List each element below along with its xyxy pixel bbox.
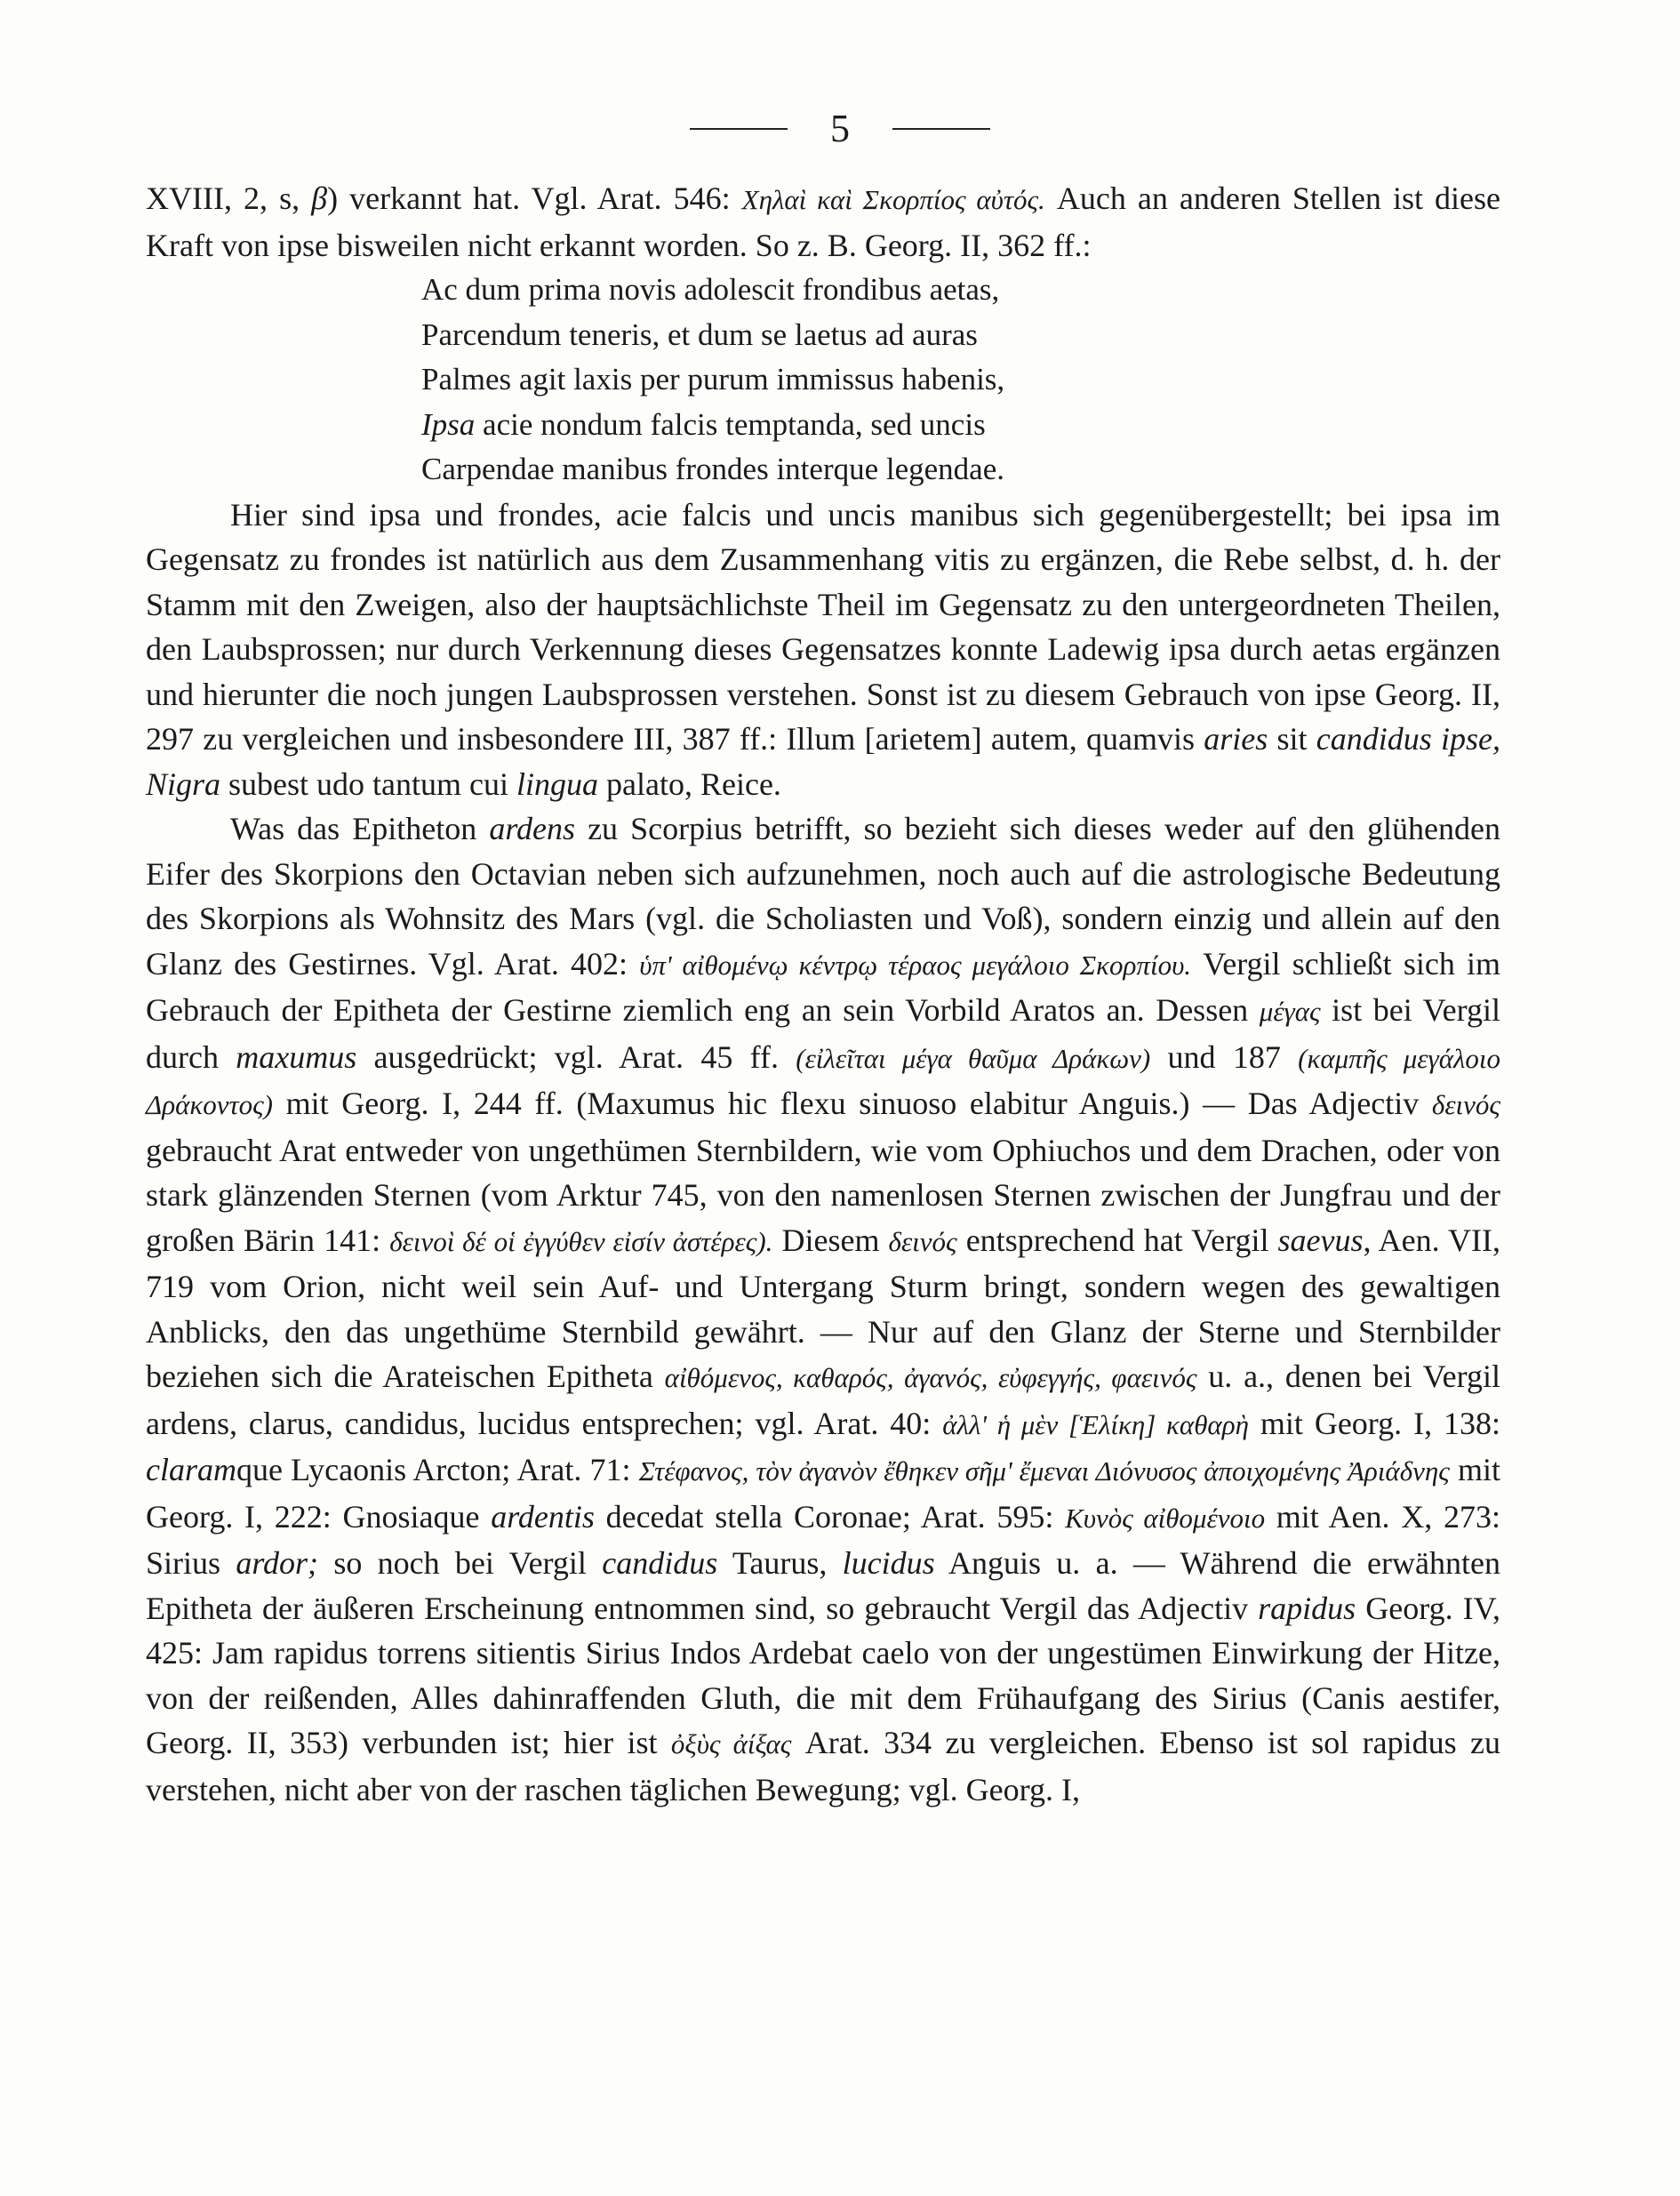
greek-quote: (καμπῆς μεγάλοιο Δράκοντος)	[146, 1042, 1501, 1120]
italic-text: lucidus	[842, 1545, 935, 1581]
greek-quote: δεινός	[888, 1225, 957, 1257]
page-header	[0, 98, 1680, 160]
greek-quote: δεινοὶ δέ οἱ ἐγγύθεν εἰσίν ἀστέρες).	[389, 1225, 773, 1257]
greek-quote: μέγας	[1259, 996, 1321, 1027]
greek-quote: ὑπ' αἰθομένῳ κέντρῳ τέραος μεγάλοιο Σκορπίου.	[639, 949, 1192, 981]
italic-text: lingua	[516, 765, 599, 802]
verse-quotation	[421, 268, 1500, 493]
italic-text: ardens	[489, 811, 575, 846]
italic-text: β	[311, 180, 328, 216]
italic-text: aries	[1204, 721, 1268, 757]
italic-text: saevus	[1277, 1222, 1364, 1258]
greek-quote: Κυνὸς αἰθομένοιο	[1065, 1502, 1266, 1534]
verse-line-1: Ac dum prima novis adolescit frondibus aetas,	[421, 272, 1000, 307]
page-number: 5	[830, 107, 850, 150]
italic-text: rapidus	[1258, 1590, 1356, 1626]
greek-quote: ἀλλ' ἡ μὲν [Ἑλίκη] καθαρὴ	[942, 1408, 1249, 1440]
verse-line-5: Carpendae manibus frondes interque legendae.	[421, 452, 1004, 486]
greek-quote: ὀξὺς ἀίξας	[670, 1728, 792, 1759]
italic-text: candidus	[602, 1545, 718, 1581]
paragraph-2: Hier sind ipsa und frondes, acie falcis und uncis manibus sich gegenübergestellt; bei ipsa im Gegensatz zu frondes ist natürlich aus dem Zusammenhang vitis zu ergänzen, die Rebe selbst, d. h. der Stamm mit den Zweigen, also der hauptsächlichste Theil im Gegensatz zu den untergeordneten Theilen, den Laubsprossen; nur durch Verkennung dieses Gegensatzes konnte Ladewig ipsa durch aetas ergänzen und hierunter die noch jungen Laubsprossen verstehen. Sonst ist zu diesem Gebrauch von ipse Georg. II, 297 zu vergleichen und insbesondere III, 387 ff.: Illum [arietem] autem, quamvis aries sit candidus ipse, Nigra subest udo tantum cui lingua palato, Reice.	[146, 496, 1501, 802]
italic-text: claram	[146, 1452, 236, 1487]
italic-text: maxumus	[236, 1038, 357, 1075]
greek-quote: αἰθόμενος, καθαρός, ἀγανός, εὐφεγγής, φαεινός	[664, 1362, 1197, 1393]
greek-quote: Στέφανος, τὸν ἀγανὸν ἔθηκεν σῆμ' ἔμεναι Διόνυσος ἀποιχομένης Ἀριάδνης	[638, 1455, 1450, 1487]
page-body	[146, 176, 1500, 1812]
greek-quote: δεινός	[1431, 1089, 1500, 1120]
header-rule-left	[690, 128, 788, 130]
verse-line-3: Palmes agit laxis per purum immissus habenis,	[421, 362, 1005, 397]
verse-line-2: Parcendum teneris, et dum se laetus ad auras	[421, 317, 978, 352]
italic-text: Ipsa	[421, 406, 476, 442]
verse-line-4: Ipsa acie nondum falcis temptanda, sed uncis	[421, 406, 986, 442]
italic-text: candidus ipse, Nigra	[146, 721, 1501, 802]
italic-text: ardor;	[236, 1545, 319, 1581]
greek-quote: (εἰλεῖται μέγα θαῦμα Δράκων)	[796, 1042, 1151, 1074]
italic-text: ardentis	[491, 1498, 595, 1535]
header-rule-right	[892, 128, 990, 130]
paragraph-1: XVIII, 2, s, β) verkannt hat. Vgl. Arat. 546: Χηλαὶ καὶ Σκορπίος αὐτός. Auch an anderen Stellen ist diese Kraft von ipse bisweilen nicht erkannt worden. So z. B. Georg. II, 362 ff.:	[146, 180, 1500, 263]
paragraph-3: Was das Epitheton ardens zu Scorpius betrifft, so bezieht sich dieses weder auf den glühenden Eifer des Skorpions den Octavian neben sich aufzunehmen, noch auch auf die astrologische Bedeutung des Skorpions als Wohnsitz des Mars (vgl. die Scholiasten und Voß), sondern einzig und allein auf den Glanz des Gestirnes. Vgl. Arat. 402: ὑπ' αἰθομένῳ κέντρῳ τέραος μεγάλοιο Σκορπίου. Vergil schließt sich im Gebrauch der Epitheta der Gestirne ziemlich eng an sein Vorbild Aratos an. Dessen μέγας ist bei Vergil durch maxumus ausgedrückt; vgl. Arat. 45 ff. (εἰλεῖται μέγα θαῦμα Δράκων) und 187 (καμπῆς μεγάλοιο Δράκοντος) mit Georg. I, 244 ff. (Maxumus hic flexu sinuoso elabitur Anguis.) — Das Adjectiv δεινός gebraucht Arat entweder von ungethümen Sternbildern, wie vom Ophiuchos und dem Drachen, oder von stark glänzenden Sternen (vom Arktur 745, von den namenlosen Sternen zwischen der Jungfrau und der großen Bärin 141: δεινοὶ δέ οἱ ἐγγύθεν εἰσίν ἀστέρες). Diesem δεινός entsprechend hat Vergil saevus, Aen. VII, 719 vom Orion, nicht weil sein Auf- und Untergang Sturm bringt, sondern wegen des gewaltigen Anblicks, den das ungethüme Sternbild gewährt. — Nur auf den Glanz der Sterne und Sternbilder beziehen sich die Arateischen Epitheta αἰθόμενος, καθαρός, ἀγανός, εὐφεγγής, φαεινός u. a., denen bei Vergil ardens, clarus, candidus, lucidus entsprechen; vgl. Arat. 40: ἀλλ' ἡ μὲν [Ἑλίκη] καθαρὴ mit Georg. I, 138: claramque Lycaonis Arcton; Arat. 71: Στέφανος, τὸν ἀγανὸν ἔθηκεν σῆμ' ἔμεναι Διόνυσος ἀποιχομένης Ἀριάδνης mit Georg. I, 222: Gnosiaque ardentis decedat stella Coronae; Arat. 595: Κυνὸς αἰθομένοιο mit Aen. X, 273: Sirius ardor; so noch bei Vergil candidus Taurus, lucidus Anguis u. a. — Während die erwähnten Epitheta der äußeren Erscheinung entnommen sind, so gebraucht Vergil das Adjectiv rapidus Georg. IV, 425: Jam rapidus torrens sitientis Sirius Indos Ardebat caelo von der ungestümen Einwirkung der Hitze, von der reißenden, Alles dahinraffenden Gluth, die mit dem Frühaufgang des Sirius (Canis aestifer, Georg. II, 353) verbunden ist; hier ist ὀξὺς ἀίξας Arat. 334 zu vergleichen. Ebenso ist sol rapidus zu verstehen, nicht aber von der raschen täglichen Bewegung; vgl. Georg. I,	[146, 811, 1501, 1807]
greek-quote: Χηλαὶ καὶ Σκορπίος αὐτός.	[741, 184, 1045, 215]
